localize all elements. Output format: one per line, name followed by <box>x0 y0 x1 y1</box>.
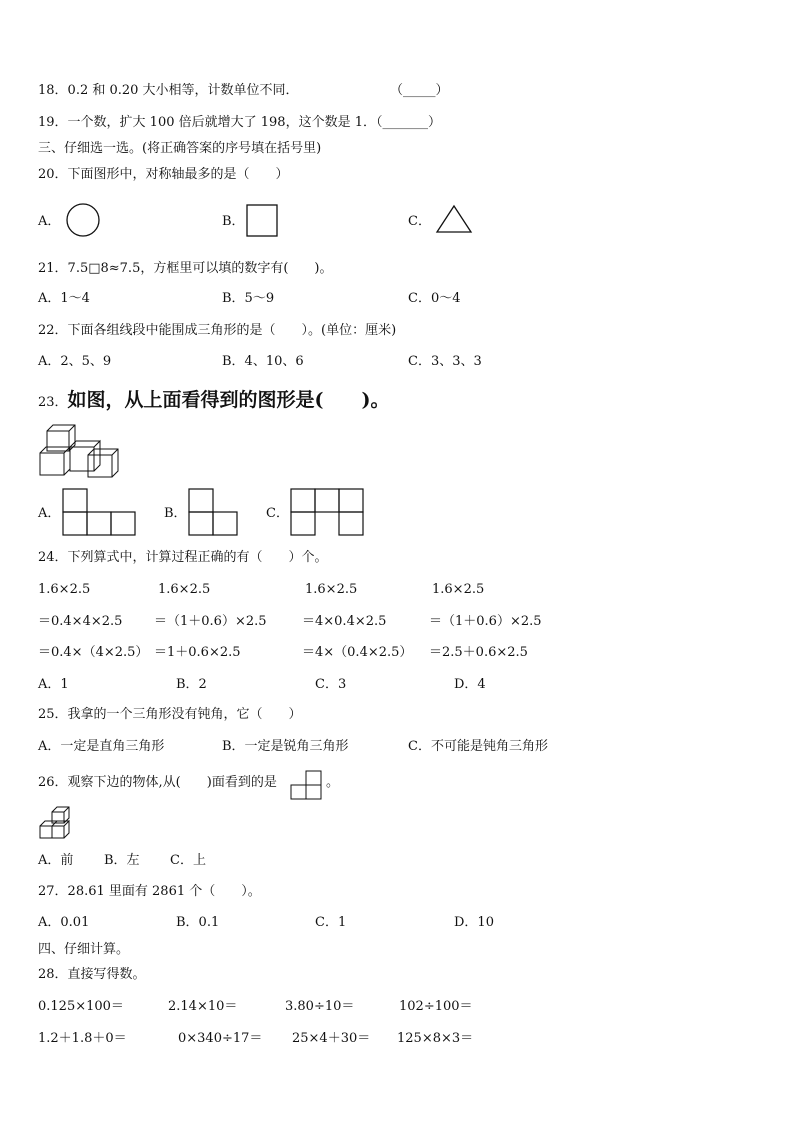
q22: 22．下面各组线段中能围成三角形的是（ ）。(单位：厘米) <box>38 323 397 338</box>
q23-number: 23． <box>38 395 68 410</box>
q22-option-c[interactable]: C．3、3、3 <box>408 354 482 369</box>
q23 <box>38 388 390 412</box>
q24-col2-line1: 1.6×2.5 <box>158 582 211 597</box>
q25: 25．我拿的一个三角形没有钝角，它（ ） <box>38 707 302 722</box>
q24-option-a[interactable]: A．1 <box>38 677 69 692</box>
q28-r1-c2[interactable]: 2.14×10＝ <box>168 999 238 1014</box>
square-shape-icon <box>246 204 280 238</box>
q25-option-c[interactable]: C．不可能是钝角三角形 <box>408 739 548 754</box>
q28-r2-c1[interactable]: 1.2＋1.8＋0＝ <box>38 1031 127 1046</box>
q18-text: 18．0.2 和 0.20 大小相等，计数单位不同． <box>38 83 299 98</box>
q23-option-b[interactable]: B． <box>164 506 187 521</box>
q23-option-b-grid-icon <box>188 488 240 538</box>
q21-option-c[interactable]: C．0～4 <box>408 291 461 306</box>
section-4-heading: 四、仔细计算。 <box>38 942 130 957</box>
q28-r2-c3[interactable]: 25×4＋30＝ <box>292 1031 371 1046</box>
q24-col2-line2: ＝（1＋0.6）×2.5 <box>154 614 267 629</box>
q24-col3-line3: ＝4×（0.4×2.5） <box>302 645 413 660</box>
q20: 20．下面图形中，对称轴最多的是（ ） <box>38 167 289 182</box>
q20-option-a[interactable]: A． <box>38 214 61 229</box>
q24: 24．下列算式中，计算过程正确的有（ ）个。 <box>38 550 328 565</box>
q25-option-a[interactable]: A．一定是直角三角形 <box>38 739 165 754</box>
q27-option-c[interactable]: C．1 <box>315 915 347 930</box>
q26-view-shape-icon <box>290 770 324 802</box>
q18-answer-blank[interactable]: （_____） <box>390 83 449 98</box>
q27-option-a[interactable]: A．0.01 <box>38 915 90 930</box>
q20-option-b[interactable]: B． <box>222 214 245 229</box>
q27-option-b[interactable]: B．0.1 <box>176 915 220 930</box>
q24-col1-line3: ＝0.4×（4×2.5） <box>38 645 149 660</box>
q22-option-a[interactable]: A．2、5、9 <box>38 354 112 369</box>
q24-option-c[interactable]: C．3 <box>315 677 347 692</box>
q28-r1-c1[interactable]: 0.125×100＝ <box>38 999 124 1014</box>
q28-r1-c3[interactable]: 3.80÷10＝ <box>285 999 355 1014</box>
q28-r2-c2[interactable]: 0×340÷17＝ <box>178 1031 263 1046</box>
cube-stack-figure <box>38 423 124 481</box>
q26-option-c[interactable]: C．上 <box>170 853 206 868</box>
q23-option-a-grid-icon <box>62 488 140 538</box>
q21-option-b[interactable]: B．5～9 <box>222 291 275 306</box>
q24-col1-line2: ＝0.4×4×2.5 <box>38 614 123 629</box>
q24-col4-line3: ＝2.5＋0.6×2.5 <box>429 645 528 660</box>
q27: 27．28.61 里面有 2861 个（ ）。 <box>38 884 261 899</box>
q24-col3-line1: 1.6×2.5 <box>305 582 358 597</box>
section-3-heading: 三、仔细选一选。(将正确答案的序号填在括号里) <box>38 141 322 156</box>
q24-option-d[interactable]: D．4 <box>454 677 486 692</box>
q21-option-a[interactable]: A．1～4 <box>38 291 90 306</box>
q25-option-b[interactable]: B．一定是锐角三角形 <box>222 739 349 754</box>
q19: 19．一个数，扩大 100 倍后就增大了 198，这个数是 1．（_______） <box>38 115 441 130</box>
q28-r2-c4[interactable]: 125×8×3＝ <box>397 1031 474 1046</box>
q23-option-a[interactable]: A． <box>38 506 61 521</box>
q22-option-b[interactable]: B．4、10、6 <box>222 354 304 369</box>
q24-col2-line3: ＝1＋0.6×2.5 <box>154 645 241 660</box>
q26-option-b[interactable]: B．左 <box>104 853 140 868</box>
q26-option-a[interactable]: A．前 <box>38 853 74 868</box>
circle-shape-icon <box>66 203 102 239</box>
q26-end: 。 <box>326 775 340 790</box>
q23-option-c-grid-icon <box>290 488 368 538</box>
q24-col1-line1: 1.6×2.5 <box>38 582 91 597</box>
q28: 28．直接写得数。 <box>38 967 146 982</box>
q18 <box>38 83 299 99</box>
q23-text: 如图，从上面看得到的图形是( )。 <box>67 389 390 411</box>
q24-col4-line2: ＝（1＋0.6）×2.5 <box>429 614 542 629</box>
q26: 26．观察下边的物体,从( )面看到的是 <box>38 775 277 790</box>
q21: 21．7.5□8≈7.5，方框里可以填的数字有( )。 <box>38 261 333 276</box>
q28-r1-c4[interactable]: 102÷100＝ <box>399 999 473 1014</box>
q20-option-c[interactable]: C． <box>408 214 431 229</box>
triangle-shape-icon <box>436 205 474 235</box>
q26-cube-figure <box>38 806 74 842</box>
q24-col4-line1: 1.6×2.5 <box>432 582 485 597</box>
q23-option-c[interactable]: C． <box>266 506 289 521</box>
q27-option-d[interactable]: D．10 <box>454 915 494 930</box>
q24-option-b[interactable]: B．2 <box>176 677 207 692</box>
q24-col3-line2: ＝4×0.4×2.5 <box>302 614 387 629</box>
